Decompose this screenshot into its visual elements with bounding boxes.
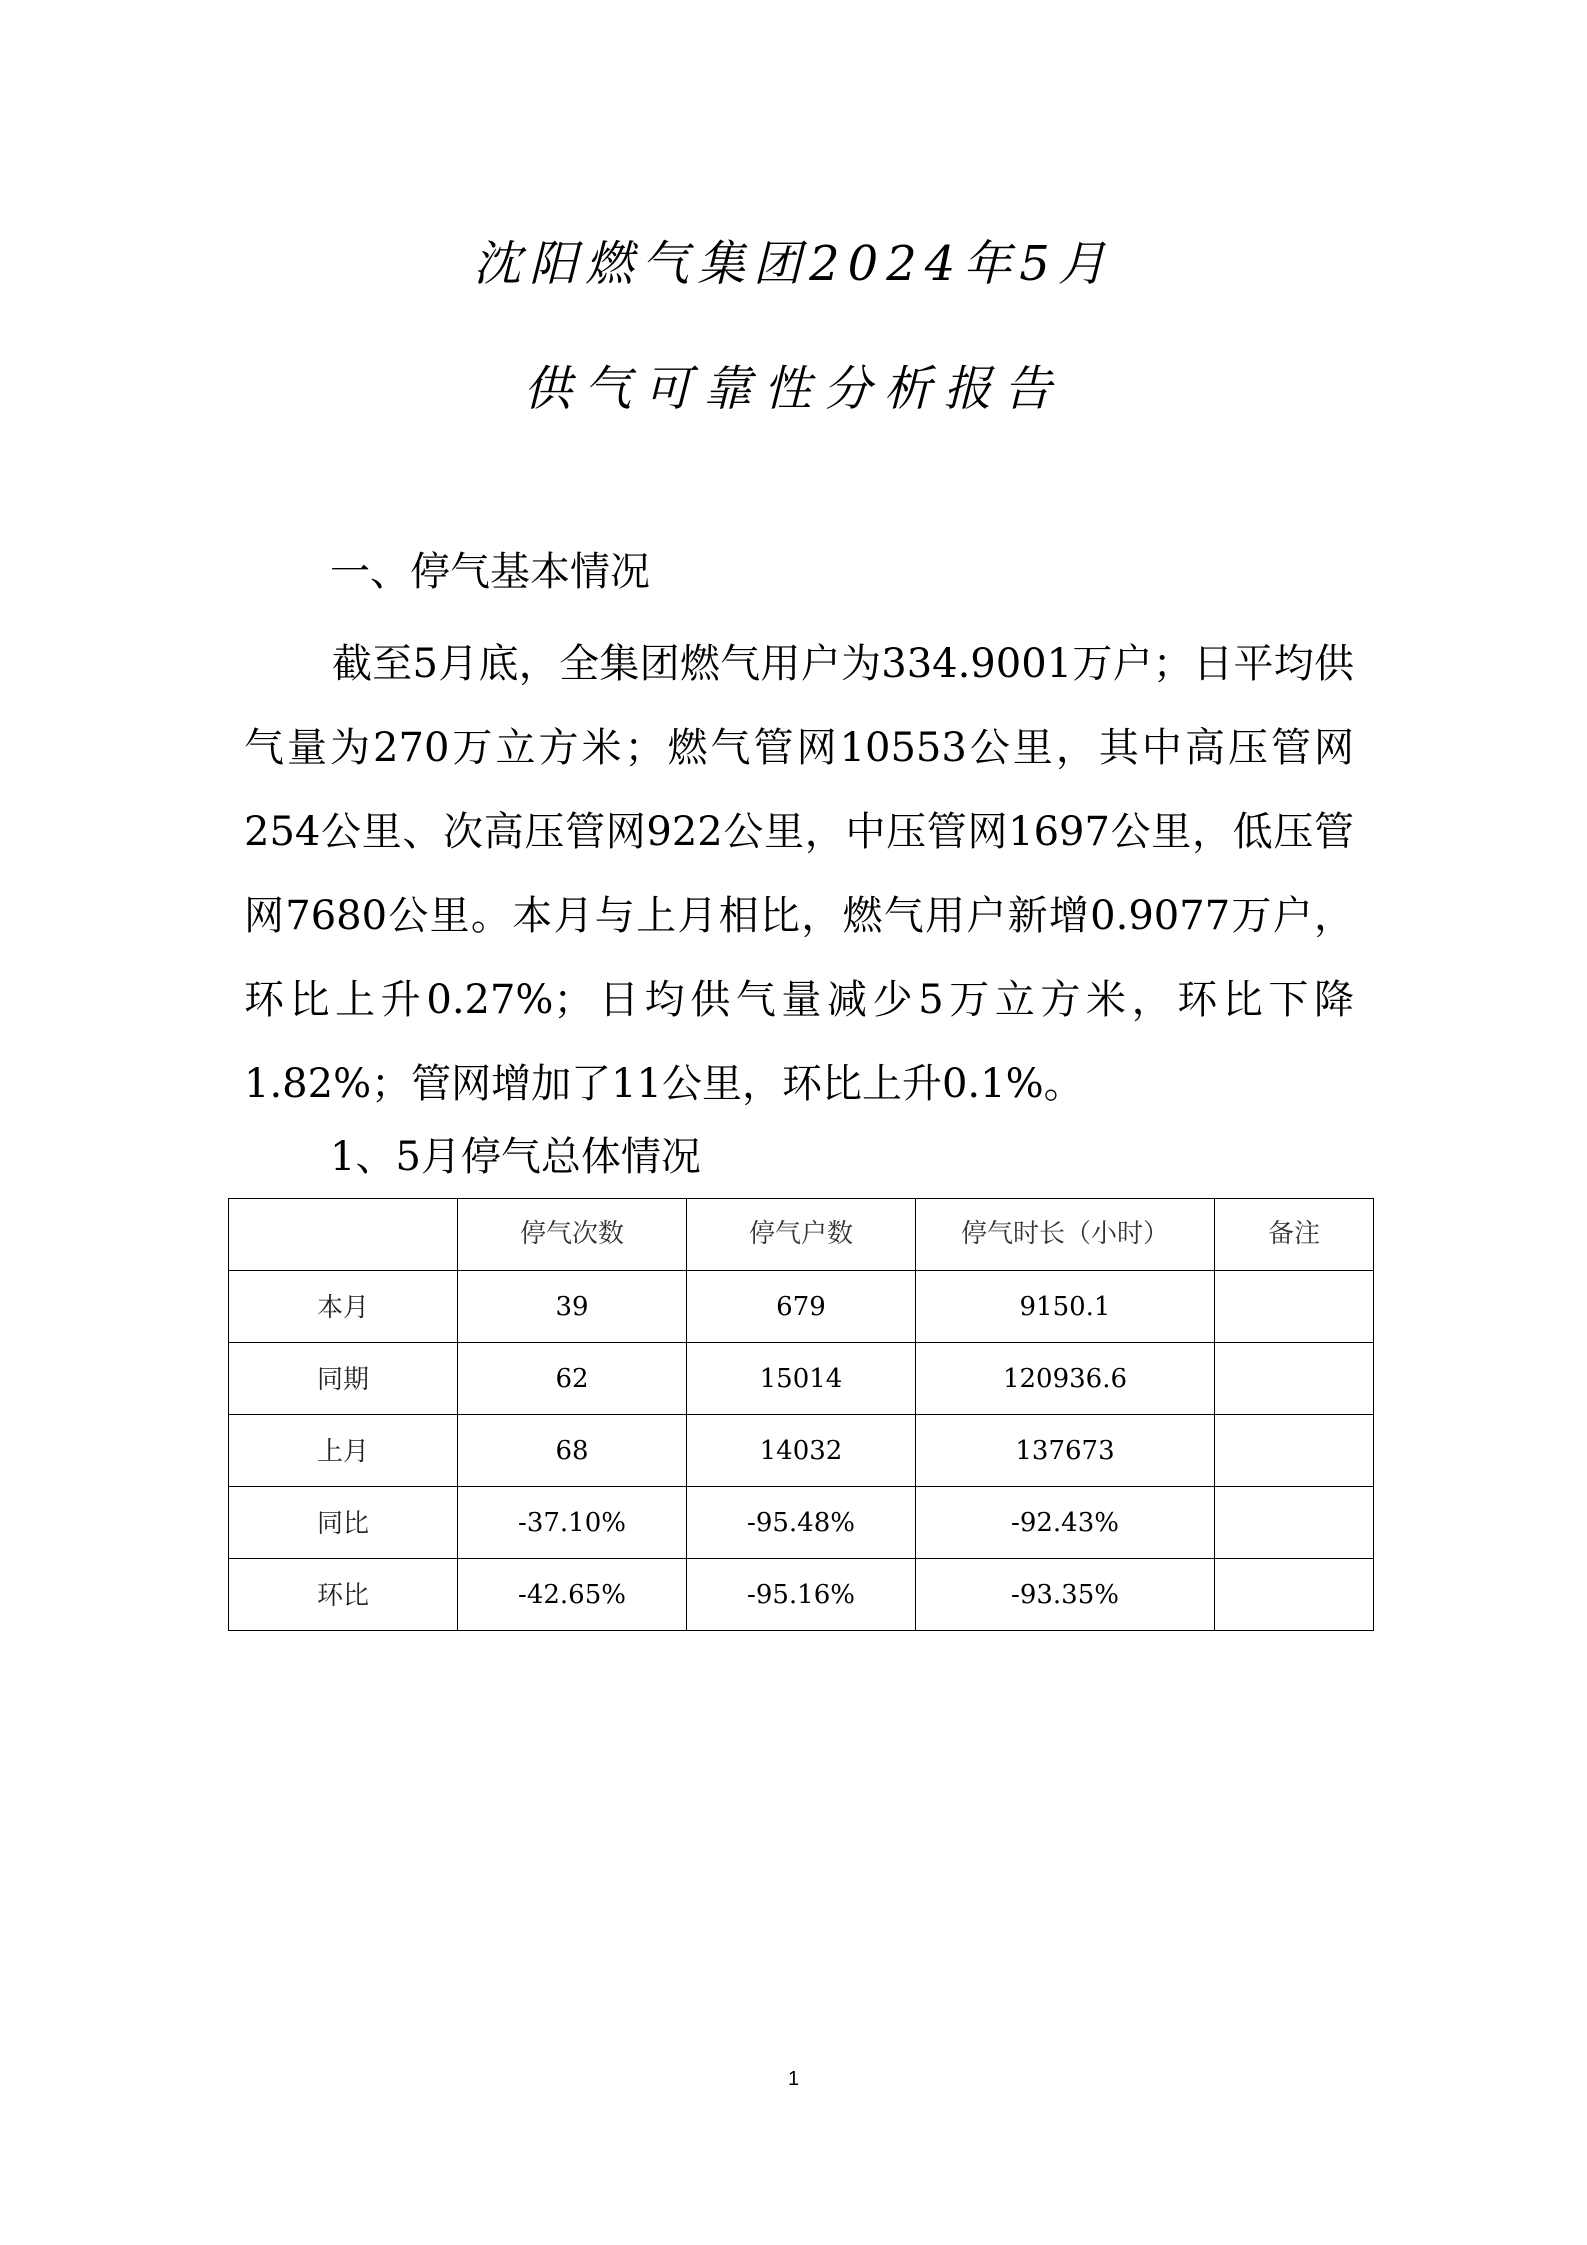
cell-note [1215, 1559, 1374, 1631]
table-header-cell: 停气户数 [687, 1199, 916, 1271]
cell-note [1215, 1343, 1374, 1415]
table-header-cell: 停气次数 [458, 1199, 687, 1271]
table-header-row [229, 1199, 1374, 1271]
cell-households: 679 [687, 1271, 916, 1343]
cell-count: -37.10% [458, 1487, 687, 1559]
table-header-cell [229, 1199, 458, 1271]
section-heading: 一、停气基本情况 [330, 549, 650, 595]
outage-summary-table [228, 1198, 1374, 1631]
table-header-cell: 备注 [1215, 1199, 1374, 1271]
row-label: 同比 [229, 1487, 458, 1559]
table-caption: 1、5月停气总体情况 [330, 1134, 701, 1180]
cell-count: 62 [458, 1343, 687, 1415]
cell-hours: 137673 [916, 1415, 1215, 1487]
table-row [229, 1343, 1374, 1415]
cell-count: -42.65% [458, 1559, 687, 1631]
table-row [229, 1415, 1374, 1487]
table-row [229, 1559, 1374, 1631]
cell-households: -95.16% [687, 1559, 916, 1631]
table-row [229, 1271, 1374, 1343]
cell-count: 68 [458, 1415, 687, 1487]
report-title-line2: 供气可靠性分析报告 [523, 361, 1064, 417]
report-title-line1: 沈阳燃气集团2024年5月 [473, 236, 1114, 292]
cell-households: 14032 [687, 1415, 916, 1487]
row-label: 环比 [229, 1559, 458, 1631]
cell-hours: 9150.1 [916, 1271, 1215, 1343]
cell-note [1215, 1415, 1374, 1487]
row-label: 本月 [229, 1271, 458, 1343]
table-header-cell: 停气时长（小时） [916, 1199, 1215, 1271]
cell-hours: 120936.6 [916, 1343, 1215, 1415]
row-label: 上月 [229, 1415, 458, 1487]
cell-hours: -92.43% [916, 1487, 1215, 1559]
table-row [229, 1487, 1374, 1559]
page-number: 1 [787, 2068, 800, 2090]
cell-count: 39 [458, 1271, 687, 1343]
body-paragraph: 截至5月底，全集团燃气用户为334.9001万户；日平均供气量为270万立方米；燃气管网10553公里，其中高压管网254公里、次高压管网922公里，中压管网1697公里，低压管网7680公里。本月与上月相比，燃气用户新增0.9077万户，环比上升0.27%；日均供气量减少5万立方米，环比下降1.82%；管网增加了11公里，环比上升0.1%。 [244, 641, 1354, 1107]
row-label: 同期 [229, 1343, 458, 1415]
cell-hours: -93.35% [916, 1559, 1215, 1631]
cell-note [1215, 1271, 1374, 1343]
cell-note [1215, 1487, 1374, 1559]
cell-households: -95.48% [687, 1487, 916, 1559]
cell-households: 15014 [687, 1343, 916, 1415]
